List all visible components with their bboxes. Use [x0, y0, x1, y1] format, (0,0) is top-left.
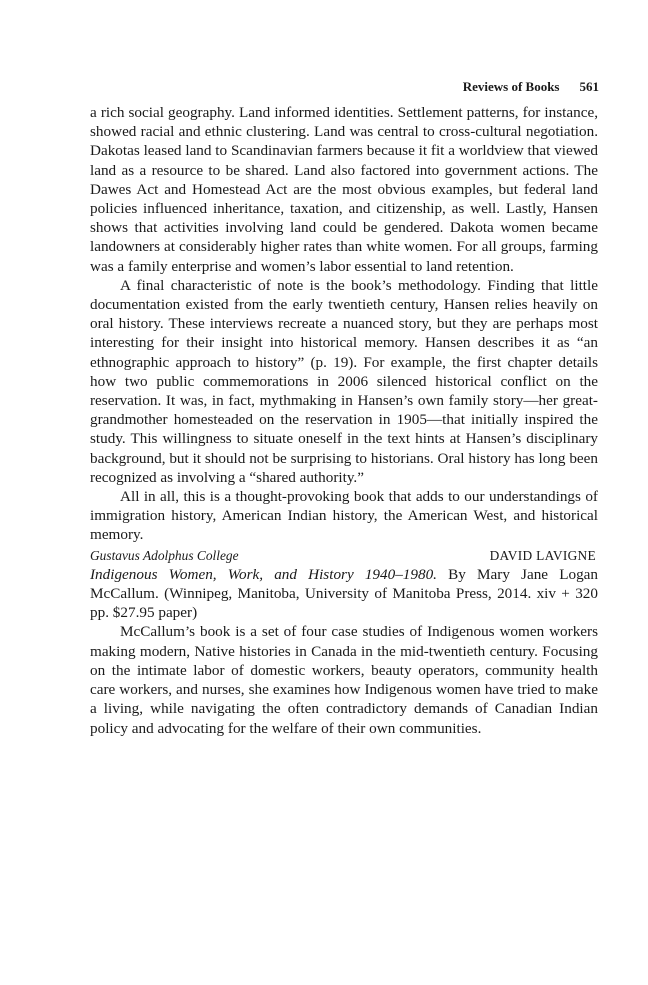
review1-paragraph-3: All in all, this is a thought-provoking book that adds to our understandings of immigration history, American Indian history, the American West, and historical memory.: [90, 488, 598, 544]
review1-paragraph-2: A final characteristic of note is the book’s methodology. Finding that little documentation existed from the early twentieth century, Hansen relies heavily on oral history. These interviews recreate a nuanced story, but they are perhaps most interesting for their insight into historical memory. Hansen describes it as “an ethnographic approach to history” (p. 19). For example, the first chapter details how two public commemorations in 2006 silenced historical conflict on the reservation. It was, in fact, mythmaking in Hansen’s own family story—her great-grandmother homesteaded on the reservation in 1905—that initially inspired the study. This willingness to situate oneself in the text hints at Hansen’s disciplinary background, but it should not be surprising to historians. Oral history has long been recognized as involving a “shared authority.”: [90, 276, 598, 486]
review2-book-title: Indigenous Women, Work, and History 1940–1980.: [90, 565, 437, 583]
reviewer-name: DAVID LAVIGNE: [489, 547, 596, 563]
page-number: 561: [579, 79, 599, 94]
running-head-section: Reviews of Books: [462, 79, 560, 94]
review1-paragraph-1: a rich social geography. Land informed identities. Settlement patterns, for instance, showed racial and ethnic clustering. Land was central to cross-cultural negotiation. Dakotas leased land to Scandinavian farmers because it fit a worldview that viewed land as a resource to be shared. Land also factored into government actions. The Dawes Act and Homestead Act are the most obvious examples, but federal land policies influenced inheritance, taxation, and citizenship, as well. Lastly, Hansen shows that activities involving land could be gendered. Dakota women became landowners at considerably higher rates than white women. For all groups, farming was a family enterprise and women’s labor essential to land retention.: [90, 104, 598, 275]
reviewer-institution: Gustavus Adolphus College: [90, 547, 239, 563]
running-head: [463, 79, 599, 95]
review2-citation: [90, 565, 598, 623]
review2-paragraph-1: McCallum’s book is a set of four case studies of Indigenous women workers making modern, Native histories in Canada in the mid-twentieth century. Focusing on the intimate labor of domestic workers, beauty operators, community health care workers, and nurses, she examines how Indigenous women have tried to make a living, while navigating the often contradictory demands of Canadian Indian policy and advocating for the welfare of their own communities.: [90, 623, 598, 737]
review1-signoff: [90, 546, 598, 565]
review2-citation-details: By Mary Jane Logan McCallum. (Winnipeg, Manitoba, University of Manitoba Press, 2014. xiv + 320 pp. $27.95 paper): [90, 565, 598, 622]
article-body: [90, 103, 598, 738]
